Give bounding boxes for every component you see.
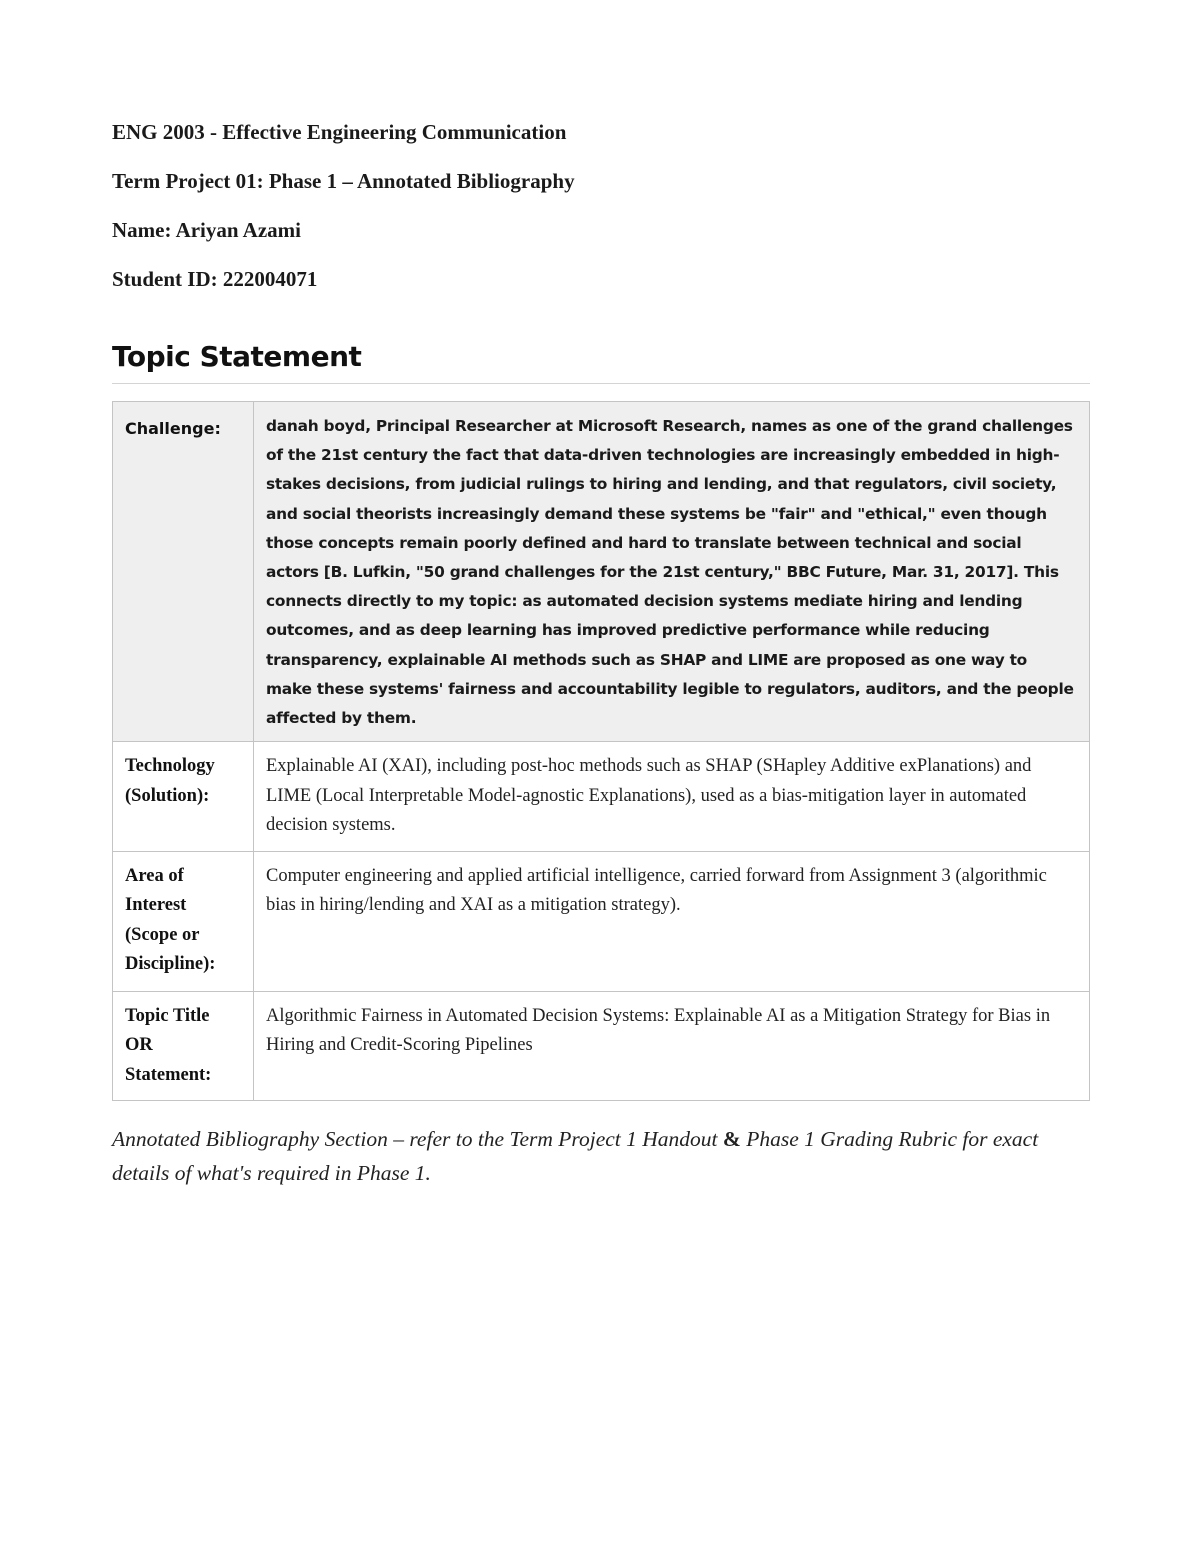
note-text-part1: Annotated Bibliography Section – refer to the Term Project 1 Handout (112, 1127, 723, 1152)
note-ampersand: & (722, 1127, 741, 1152)
student-name: Name: Ariyan Azami (112, 218, 301, 242)
table-row-topic-title (113, 991, 1090, 1101)
student-id: Student ID: 222004071 (112, 267, 318, 291)
area-of-interest-label: Area of Interest (Scope or Discipline): (113, 851, 254, 991)
topic-title-text: Algorithmic Fairness in Automated Decision Systems: Explainable AI as a Mitigation Strategy for Bias in Hiring and Credit-Scoring Pipelines (254, 991, 1090, 1101)
technology-label: Technology (Solution): (113, 742, 254, 852)
annotated-bibliography-note (112, 1122, 1090, 1190)
technology-text: Explainable AI (XAI), including post-hoc methods such as SHAP (SHapley Additive exPlanations) and LIME (Local Interpretable Model-agnostic Explanations), used as a bias-mitigation layer in automated decision systems. (254, 742, 1090, 852)
course-title: ENG 2003 - Effective Engineering Communication (112, 120, 567, 144)
document-page (112, 118, 1090, 1190)
challenge-label: Challenge: (113, 402, 254, 742)
section-heading-topic-statement: Topic Statement (112, 339, 1090, 384)
area-of-interest-text: Computer engineering and applied artificial intelligence, carried forward from Assignment 3 (algorithmic bias in hiring/lending and XAI as a mitigation strategy). (254, 851, 1090, 991)
table-row-technology (113, 742, 1090, 852)
project-title: Term Project 01: Phase 1 – Annotated Bibliography (112, 169, 575, 193)
table-row-area-of-interest (113, 851, 1090, 991)
table-row-challenge (113, 402, 1090, 742)
topic-title-label: Topic Title OR Statement: (113, 991, 254, 1101)
topic-statement-table (112, 401, 1090, 1101)
note-text-part2: Phase 1 Grading Rubric for exact details of what's required in Phase 1. (112, 1127, 1039, 1186)
challenge-text: danah boyd, Principal Researcher at Microsoft Research, names as one of the grand challenges of the 21st century the fact that data-driven technologies are increasingly embedded in high-stakes decisions, from judicial rulings to hiring and lending, and that regulators, civil society, and social theorists increasingly demand these systems be "fair" and "ethical," even though those concepts remain poorly defined and hard to translate between technical and social actors [B. Lufkin, "50 grand challenges for the 21st century," BBC Future, Mar. 31, 2017]. This connects directly to my topic: as automated decision systems mediate hiring and lending outcomes, and as deep learning has improved predictive performance while reducing transparency, explainable AI methods such as SHAP and LIME are proposed as one way to make these systems' fairness and accountability legible to regulators, auditors, and the people affected by them. (254, 402, 1090, 742)
